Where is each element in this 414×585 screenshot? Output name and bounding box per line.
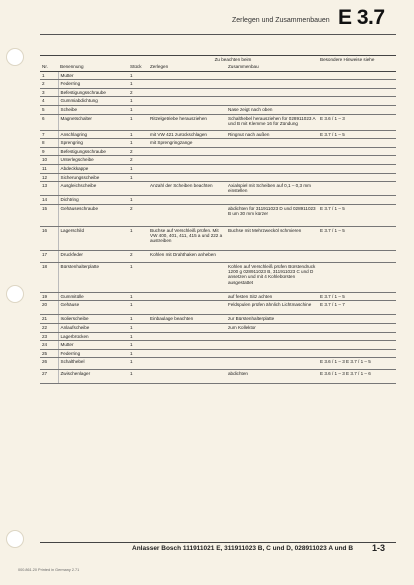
row-benennung: Lagerschild bbox=[58, 226, 128, 250]
row-zerlegen: Ritzelgetriebe herausziehen bbox=[148, 114, 226, 130]
row-zusammenbau bbox=[226, 139, 318, 148]
row-hinweis bbox=[318, 332, 396, 341]
table-row bbox=[40, 301, 396, 315]
row-hinweis bbox=[318, 315, 396, 324]
footer-title: Anlasser Bosch 111911021 E, 311911023 B, C und D, 028911023 A und B bbox=[132, 545, 354, 552]
row-hinweis bbox=[318, 139, 396, 148]
col-zu-beachten: Zu beachten beim bbox=[148, 56, 318, 64]
row-zusammenbau: Axialspiel mit Scheiben auf 0,1 – 0,3 mm einstellen bbox=[226, 182, 318, 196]
row-zusammenbau: zum Kollektor bbox=[226, 323, 318, 332]
table-row bbox=[40, 139, 396, 148]
row-nr: 9 bbox=[40, 147, 58, 156]
row-zerlegen bbox=[148, 164, 226, 173]
table-row bbox=[40, 250, 396, 262]
table-row bbox=[40, 196, 396, 205]
row-nr: 17 bbox=[40, 250, 58, 262]
row-zusammenbau: Schalthebel herausziehen für 028911023 A und B mit Klemme 16 für Zündung bbox=[226, 114, 318, 130]
row-hinweis bbox=[318, 97, 396, 106]
row-hinweis bbox=[318, 323, 396, 332]
row-benennung: Unterlegscheibe bbox=[58, 156, 128, 165]
row-nr: 6 bbox=[40, 114, 58, 130]
table-row bbox=[40, 156, 396, 165]
row-hinweis: E 3.7 / 1 – 7 bbox=[318, 301, 396, 315]
table-row bbox=[40, 332, 396, 341]
row-benennung: Abdeckkappe bbox=[58, 164, 128, 173]
row-zusammenbau bbox=[226, 196, 318, 205]
table-row bbox=[40, 262, 396, 292]
row-stueck: 1 bbox=[128, 262, 148, 292]
row-nr: 13 bbox=[40, 182, 58, 196]
row-zerlegen: Kohlen mit Drahthaken anheben bbox=[148, 250, 226, 262]
row-nr: 25 bbox=[40, 349, 58, 358]
row-zerlegen bbox=[148, 323, 226, 332]
row-nr: 21 bbox=[40, 315, 58, 324]
row-zerlegen bbox=[148, 71, 226, 80]
row-zerlegen bbox=[148, 292, 226, 301]
row-zerlegen bbox=[148, 97, 226, 106]
row-zusammenbau: auf festen Sitz achten bbox=[226, 292, 318, 301]
header-divider bbox=[40, 34, 396, 35]
row-hinweis bbox=[318, 349, 396, 358]
row-zerlegen bbox=[148, 88, 226, 97]
row-hinweis bbox=[318, 156, 396, 165]
table-row bbox=[40, 292, 396, 301]
row-zusammenbau bbox=[226, 173, 318, 182]
row-stueck: 1 bbox=[128, 130, 148, 139]
row-stueck: 2 bbox=[128, 156, 148, 165]
row-nr: 24 bbox=[40, 341, 58, 350]
row-zusammenbau bbox=[226, 71, 318, 80]
row-zusammenbau: Feldspulen prüfen ähnlich Lichtmaschine bbox=[226, 301, 318, 315]
row-stueck: 1 bbox=[128, 173, 148, 182]
row-benennung: Befestigungsschraube bbox=[58, 147, 128, 156]
row-stueck: 1 bbox=[128, 323, 148, 332]
table-row bbox=[40, 349, 396, 358]
row-nr: 1 bbox=[40, 71, 58, 80]
row-zerlegen bbox=[148, 80, 226, 89]
row-hinweis bbox=[318, 341, 396, 350]
row-hinweis bbox=[318, 71, 396, 80]
print-note: 000.861.20 Printed in Germany 2.71 bbox=[18, 568, 80, 572]
row-benennung: Gehäuse bbox=[58, 301, 128, 315]
section-code: E 3.7 bbox=[338, 6, 385, 29]
row-zerlegen: Buchse auf Verschleiß prüfen. Mit VW 400, 401, 411, 415 a und 222 a austreiben bbox=[148, 226, 226, 250]
table-row bbox=[40, 182, 396, 196]
row-zerlegen bbox=[148, 370, 226, 384]
row-zerlegen bbox=[148, 358, 226, 370]
row-benennung: Bürstenhalterplatte bbox=[58, 262, 128, 292]
row-zusammenbau bbox=[226, 250, 318, 262]
row-zusammenbau: Ringnut nach außen bbox=[226, 130, 318, 139]
row-nr: 20 bbox=[40, 301, 58, 315]
row-benennung: Mutter bbox=[58, 341, 128, 350]
row-hinweis: E 3.6 / 1 – 3 bbox=[318, 114, 396, 130]
row-stueck: 1 bbox=[128, 292, 148, 301]
row-benennung: Sicherungsscheibe bbox=[58, 173, 128, 182]
row-zerlegen bbox=[148, 156, 226, 165]
row-benennung: Gehäuseschraube bbox=[58, 204, 128, 226]
row-zerlegen: mit VW 421 zurückschlagen bbox=[148, 130, 226, 139]
row-nr: 4 bbox=[40, 97, 58, 106]
row-benennung: Lagerbrücken bbox=[58, 332, 128, 341]
row-zusammenbau: Kohlen auf Verschleiß prüfen Bürstendruck 1200 g 028911023 B, 311911023 C und D ansetzen und mit 4 Kohlebürsten ausgestattet bbox=[226, 262, 318, 292]
row-stueck: 2 bbox=[128, 204, 148, 226]
table-row bbox=[40, 71, 396, 80]
row-hinweis bbox=[318, 262, 396, 292]
row-stueck: 1 bbox=[128, 315, 148, 324]
row-hinweis: E 3.7 / 1 – 5 bbox=[318, 130, 396, 139]
row-nr: 16 bbox=[40, 226, 58, 250]
row-zerlegen bbox=[148, 196, 226, 205]
row-nr: 5 bbox=[40, 105, 58, 114]
row-zusammenbau bbox=[226, 147, 318, 156]
row-stueck: 2 bbox=[128, 88, 148, 97]
row-zerlegen bbox=[148, 332, 226, 341]
row-nr: 10 bbox=[40, 156, 58, 165]
row-nr: 11 bbox=[40, 164, 58, 173]
row-hinweis bbox=[318, 173, 396, 182]
row-zerlegen bbox=[148, 204, 226, 226]
row-zusammenbau: abdichten bbox=[226, 370, 318, 384]
row-zerlegen bbox=[148, 173, 226, 182]
row-zerlegen: Einbaulage beachten bbox=[148, 315, 226, 324]
row-hinweis bbox=[318, 250, 396, 262]
row-stueck: 1 bbox=[128, 341, 148, 350]
row-nr: 3 bbox=[40, 88, 58, 97]
row-zusammenbau bbox=[226, 164, 318, 173]
table-row bbox=[40, 173, 396, 182]
punch-hole-top bbox=[6, 48, 24, 66]
table-row bbox=[40, 226, 396, 250]
row-benennung: Federring bbox=[58, 80, 128, 89]
footer-divider bbox=[40, 542, 396, 543]
row-benennung: Mutter bbox=[58, 71, 128, 80]
row-nr: 18 bbox=[40, 262, 58, 292]
row-zerlegen: Anzahl der Scheiben beachten bbox=[148, 182, 226, 196]
parts-table bbox=[40, 55, 396, 384]
row-stueck: 1 bbox=[128, 71, 148, 80]
table-row bbox=[40, 88, 396, 97]
row-zusammenbau bbox=[226, 97, 318, 106]
row-stueck: 1 bbox=[128, 332, 148, 341]
section-title: Zerlegen und Zusammenbauen bbox=[232, 17, 330, 24]
row-benennung: Befestigungsschraube bbox=[58, 88, 128, 97]
table-row bbox=[40, 164, 396, 173]
table-body bbox=[40, 71, 396, 384]
row-hinweis bbox=[318, 147, 396, 156]
row-hinweis: E 3.7 / 1 – 5 bbox=[318, 226, 396, 250]
row-stueck: 1 bbox=[128, 196, 148, 205]
row-hinweis bbox=[318, 164, 396, 173]
row-zusammenbau: Buchse mit Mehrzwecköl schmieren bbox=[226, 226, 318, 250]
row-zerlegen bbox=[148, 349, 226, 358]
row-benennung: Scheibe bbox=[58, 105, 128, 114]
row-benennung: Federring bbox=[58, 349, 128, 358]
table-row bbox=[40, 358, 396, 370]
row-stueck: 1 bbox=[128, 164, 148, 173]
row-benennung: Ausgleichscheibe bbox=[58, 182, 128, 196]
row-zusammenbau: Nase zeigt nach oben bbox=[226, 105, 318, 114]
row-zerlegen: mit Sprengringzange bbox=[148, 139, 226, 148]
row-nr: 7 bbox=[40, 130, 58, 139]
row-stueck: 2 bbox=[128, 147, 148, 156]
punch-hole-middle bbox=[6, 285, 24, 303]
row-nr: 14 bbox=[40, 196, 58, 205]
col-nr: Nr. bbox=[40, 56, 58, 72]
row-zusammenbau: zur Bürstenhalterplatte bbox=[226, 315, 318, 324]
row-stueck: 1 bbox=[128, 97, 148, 106]
row-hinweis bbox=[318, 88, 396, 97]
row-nr: 26 bbox=[40, 358, 58, 370]
row-hinweis: E 3.6 / 1 – 3 E 3.7 / 1 – 5 bbox=[318, 358, 396, 370]
row-benennung: Sprengring bbox=[58, 139, 128, 148]
row-zusammenbau bbox=[226, 341, 318, 350]
row-benennung: Schalthebel bbox=[58, 358, 128, 370]
row-hinweis bbox=[318, 105, 396, 114]
row-stueck: 2 bbox=[128, 250, 148, 262]
table-row bbox=[40, 315, 396, 324]
row-benennung: Anschlagring bbox=[58, 130, 128, 139]
table-row bbox=[40, 204, 396, 226]
row-stueck: 1 bbox=[128, 358, 148, 370]
row-zerlegen bbox=[148, 147, 226, 156]
col-hinweise: Besondere Hinweise siehe bbox=[318, 56, 396, 72]
row-nr: 15 bbox=[40, 204, 58, 226]
row-nr: 22 bbox=[40, 323, 58, 332]
row-zerlegen bbox=[148, 301, 226, 315]
row-hinweis: E 3.7 / 1 – 5 bbox=[318, 292, 396, 301]
table-row bbox=[40, 130, 396, 139]
row-nr: 19 bbox=[40, 292, 58, 301]
row-stueck bbox=[128, 182, 148, 196]
table-row bbox=[40, 114, 396, 130]
row-nr: 8 bbox=[40, 139, 58, 148]
row-nr: 12 bbox=[40, 173, 58, 182]
table-row bbox=[40, 323, 396, 332]
row-stueck: 1 bbox=[128, 349, 148, 358]
page-number: 1-3 bbox=[372, 543, 386, 553]
row-stueck: 1 bbox=[128, 80, 148, 89]
table-row bbox=[40, 80, 396, 89]
row-benennung: Zwischenlager bbox=[58, 370, 128, 384]
row-zerlegen bbox=[148, 341, 226, 350]
table-row bbox=[40, 105, 396, 114]
col-zusammenbau: Zusammenbau bbox=[226, 63, 318, 71]
col-stueck: Stück bbox=[128, 56, 148, 72]
row-hinweis bbox=[318, 196, 396, 205]
row-zusammenbau bbox=[226, 358, 318, 370]
col-zerlegen: Zerlegen bbox=[148, 63, 226, 71]
row-hinweis bbox=[318, 182, 396, 196]
row-benennung: Gummiabdichtung bbox=[58, 97, 128, 106]
row-nr: 23 bbox=[40, 332, 58, 341]
row-stueck: 1 bbox=[128, 370, 148, 384]
row-zusammenbau: abdichten für 311911023 D und 028911023 B um 30 mm kürzer bbox=[226, 204, 318, 226]
table-row bbox=[40, 147, 396, 156]
row-benennung: Anlaufscheibe bbox=[58, 323, 128, 332]
punch-hole-bottom bbox=[6, 530, 24, 548]
row-zusammenbau bbox=[226, 349, 318, 358]
row-stueck: 1 bbox=[128, 226, 148, 250]
row-zerlegen bbox=[148, 105, 226, 114]
row-hinweis: E 3.6 / 1 – 3 E 3.7 / 1 – 6 bbox=[318, 370, 396, 384]
row-zerlegen bbox=[148, 262, 226, 292]
row-benennung: Dichtring bbox=[58, 196, 128, 205]
table-row bbox=[40, 97, 396, 106]
row-zusammenbau bbox=[226, 332, 318, 341]
row-benennung: Isolierscheibe bbox=[58, 315, 128, 324]
row-nr: 2 bbox=[40, 80, 58, 89]
row-zusammenbau bbox=[226, 80, 318, 89]
row-stueck: 1 bbox=[128, 114, 148, 130]
row-stueck: 1 bbox=[128, 139, 148, 148]
row-stueck: 1 bbox=[128, 105, 148, 114]
row-benennung: Magnetschalter bbox=[58, 114, 128, 130]
row-zusammenbau bbox=[226, 88, 318, 97]
table-row bbox=[40, 370, 396, 384]
table-row bbox=[40, 341, 396, 350]
row-benennung: Druckfeder bbox=[58, 250, 128, 262]
row-stueck: 1 bbox=[128, 301, 148, 315]
row-hinweis: E 3.7 / 1 – 5 bbox=[318, 204, 396, 226]
row-zusammenbau bbox=[226, 156, 318, 165]
row-hinweis bbox=[318, 80, 396, 89]
col-benennung: Benennung bbox=[58, 56, 128, 72]
row-nr: 27 bbox=[40, 370, 58, 384]
row-benennung: Gummitülle bbox=[58, 292, 128, 301]
